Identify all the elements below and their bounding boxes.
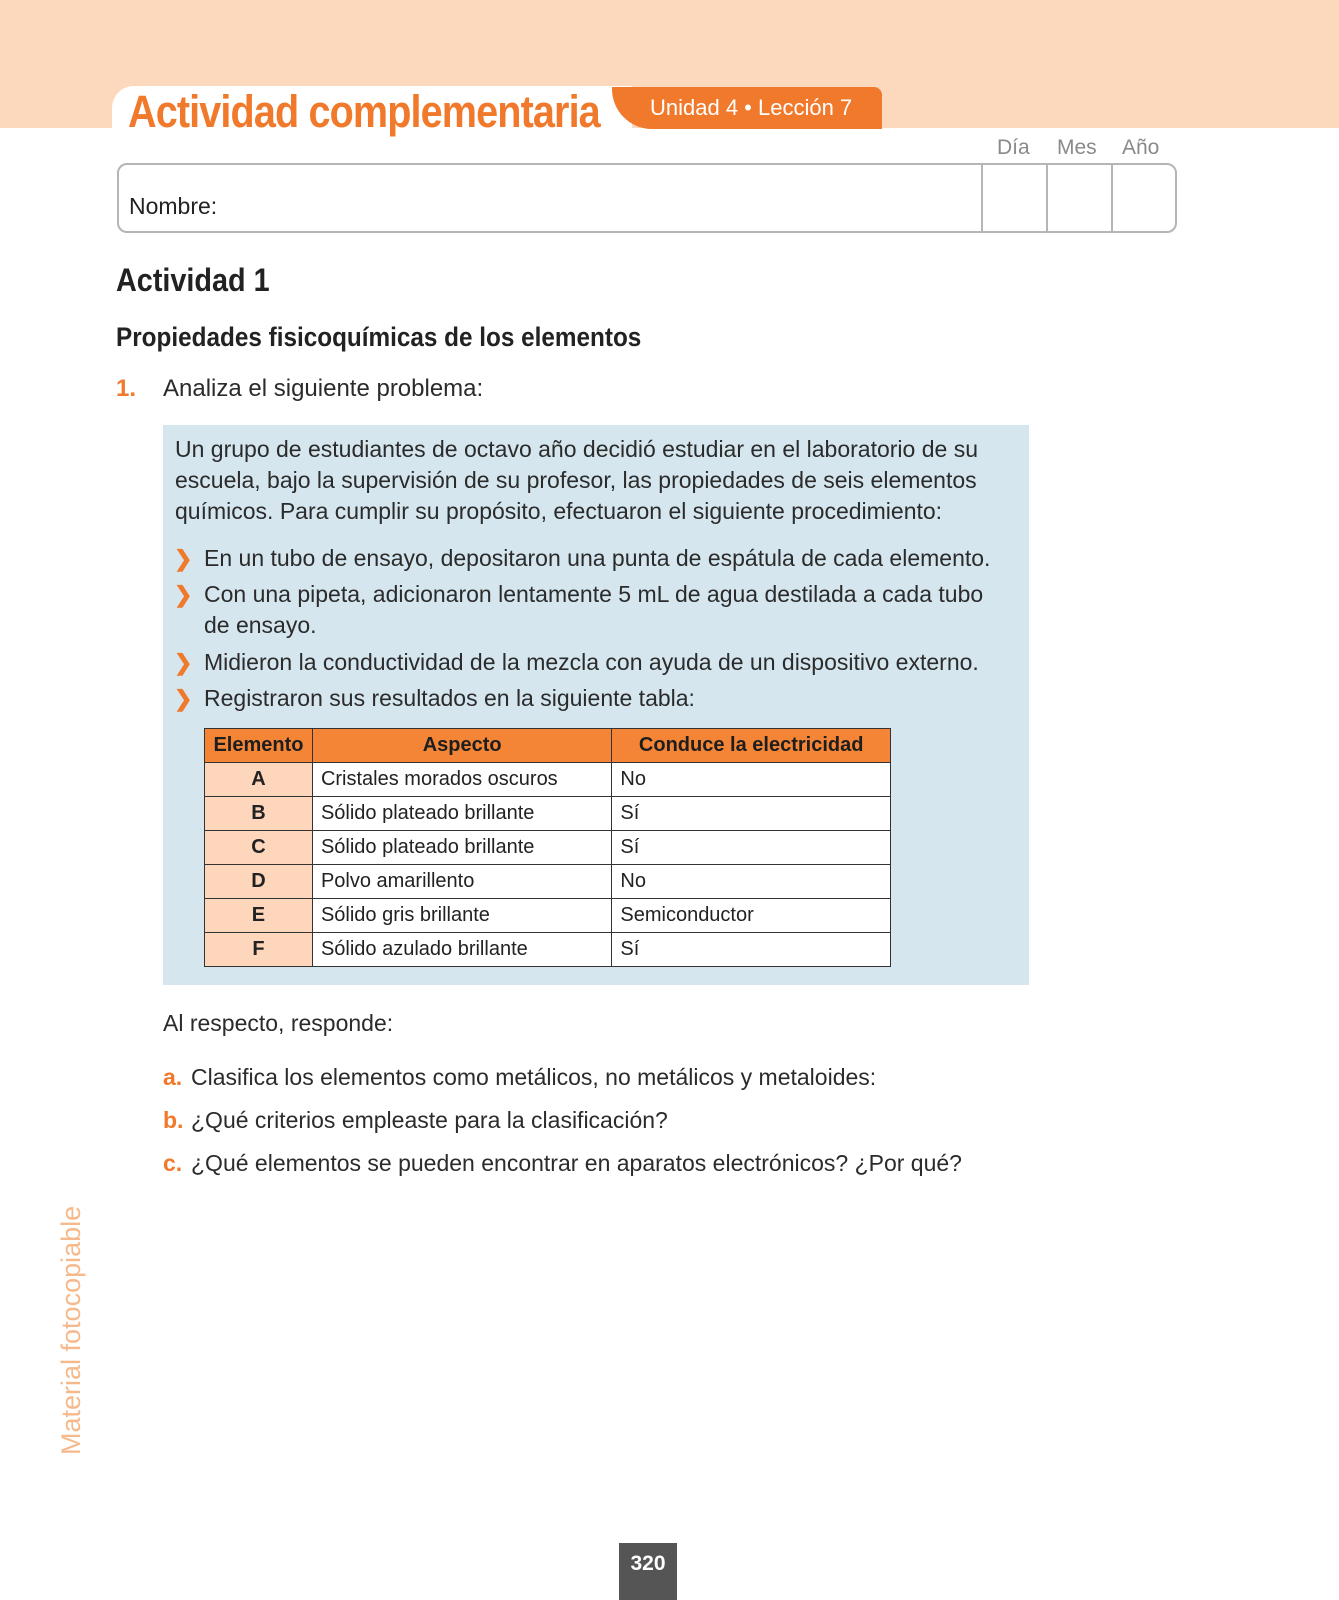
aspect-cell: Sólido plateado brillante xyxy=(312,831,611,865)
problem-intro-line: químicos. Para cumplir su propósito, efectuaron el siguiente procedimiento: xyxy=(175,498,943,524)
table-row xyxy=(205,831,891,865)
table-row xyxy=(205,933,891,967)
unit-lesson-label: Unidad 4 • Lección 7 xyxy=(650,95,853,120)
sub-question-letter: b. xyxy=(163,1107,184,1133)
column-header-element: Elemento xyxy=(205,729,313,763)
responses-intro: Al respecto, responde: xyxy=(163,1010,394,1036)
element-cell: D xyxy=(205,865,313,899)
element-cell: A xyxy=(205,763,313,797)
procedure-step: Con una pipeta, adicionaron lentamente 5 mL de agua destilada a cada tubo xyxy=(204,581,984,607)
results-table xyxy=(204,728,891,967)
conducts-cell: Sí xyxy=(612,797,891,831)
date-day-field-divider xyxy=(981,163,983,233)
problem-intro-line: Un grupo de estudiantes de octavo año decidió estudiar en el laboratorio de su xyxy=(175,436,978,462)
sub-question-text: ¿Qué elementos se pueden encontrar en aparatos electrónicos? ¿Por qué? xyxy=(191,1150,962,1176)
sub-question-letter: c. xyxy=(163,1150,183,1176)
chevron-right-icon: ❯ xyxy=(174,686,193,711)
date-month-label: Mes xyxy=(1057,136,1097,159)
procedure-step-continuation: de ensayo. xyxy=(204,612,317,638)
conducts-cell: No xyxy=(612,865,891,899)
question-number: 1. xyxy=(116,375,137,402)
sub-question-letter: a. xyxy=(163,1064,183,1090)
date-year-field-divider xyxy=(1111,163,1113,233)
procedure-step: En un tubo de ensayo, depositaron una punta de espátula de cada elemento. xyxy=(204,545,991,571)
table-header-row xyxy=(205,729,891,763)
conducts-cell: No xyxy=(612,763,891,797)
table-row xyxy=(205,865,891,899)
date-year-label: Año xyxy=(1122,136,1160,159)
element-cell: E xyxy=(205,899,313,933)
sub-question-text: ¿Qué criterios empleaste para la clasificación? xyxy=(191,1107,668,1133)
sub-question-text: Clasifica los elementos como metálicos, no metálicos y metaloides: xyxy=(191,1064,877,1090)
aspect-cell: Sólido azulado brillante xyxy=(312,933,611,967)
date-day-label: Día xyxy=(997,136,1030,159)
question-text: Analiza el siguiente problema: xyxy=(163,375,484,402)
aspect-cell: Sólido plateado brillante xyxy=(312,797,611,831)
column-header-conducts: Conduce la electricidad xyxy=(612,729,891,763)
element-cell: B xyxy=(205,797,313,831)
element-cell: F xyxy=(205,933,313,967)
column-header-aspect: Aspecto xyxy=(312,729,611,763)
page-title: Actividad complementaria xyxy=(128,86,600,137)
date-month-field-divider xyxy=(1046,163,1048,233)
aspect-cell: Cristales morados oscuros xyxy=(312,763,611,797)
procedure-step: Registraron sus resultados en la siguiente tabla: xyxy=(204,685,695,711)
conducts-cell: Sí xyxy=(612,933,891,967)
photocopiable-side-label: Material fotocopiable xyxy=(56,1205,86,1455)
table-row xyxy=(205,763,891,797)
chevron-right-icon: ❯ xyxy=(174,582,193,607)
aspect-cell: Polvo amarillento xyxy=(312,865,611,899)
chevron-right-icon: ❯ xyxy=(174,546,193,571)
page-number: 320 xyxy=(630,1552,666,1575)
name-label: Nombre: xyxy=(129,193,218,219)
problem-intro-line: escuela, bajo la supervisión de su profesor, las propiedades de seis elementos xyxy=(175,467,977,493)
element-cell: C xyxy=(205,831,313,865)
name-field[interactable] xyxy=(117,163,1177,233)
aspect-cell: Sólido gris brillante xyxy=(312,899,611,933)
chevron-right-icon: ❯ xyxy=(174,650,193,675)
table-row xyxy=(205,797,891,831)
conducts-cell: Semiconductor xyxy=(612,899,891,933)
table-row xyxy=(205,899,891,933)
activity-heading: Actividad 1 xyxy=(116,262,270,298)
conducts-cell: Sí xyxy=(612,831,891,865)
procedure-step: Midieron la conductividad de la mezcla con ayuda de un dispositivo externo. xyxy=(204,649,979,675)
activity-subheading: Propiedades fisicoquímicas de los elementos xyxy=(116,322,642,352)
